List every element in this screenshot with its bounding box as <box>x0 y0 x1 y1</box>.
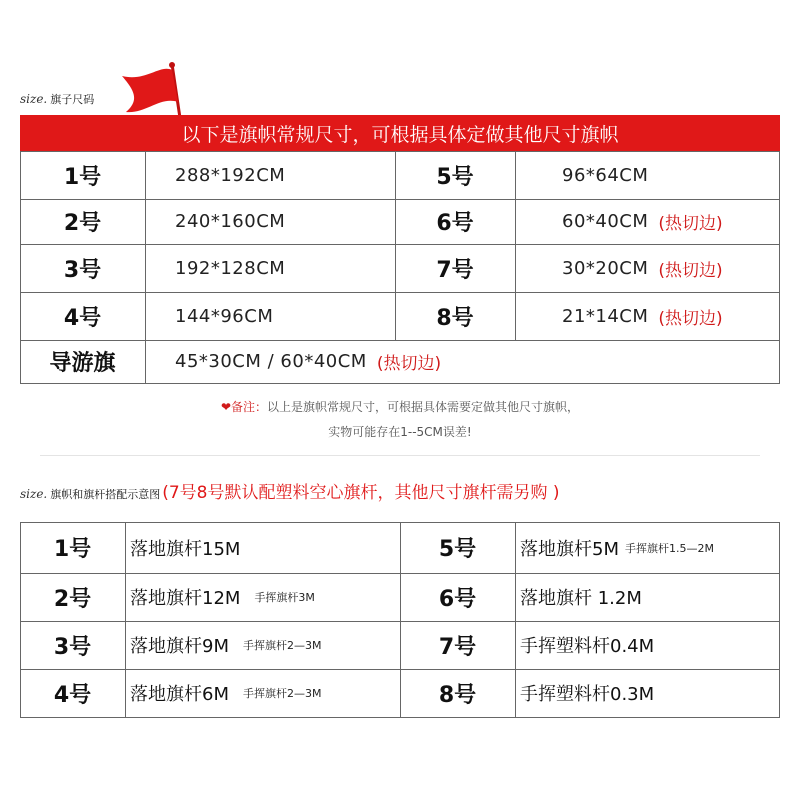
size-number: 8号 <box>436 305 474 331</box>
size-number: 6号 <box>436 211 474 236</box>
pole-hand: 手挥旗杆2—3M <box>242 687 322 700</box>
table1-header: 以下是旗帜常规尺寸，可根据具体定做其他尺寸旗帜 <box>20 115 780 151</box>
section-divider <box>40 455 760 456</box>
size-value <box>562 151 648 199</box>
guide-flag-size: 45*30CM / 60*40CM <box>175 351 367 372</box>
size-value: 192*128CM <box>175 257 286 279</box>
remark-line2 <box>0 423 800 440</box>
size-number: 2号 <box>63 211 102 236</box>
remark-text-1: 以上是旗帜常规尺寸，可根据具体需要定做其他尺寸旗帜， <box>267 400 580 414</box>
size-value <box>562 292 723 340</box>
pole-hand: 手挥旗杆1.5—2M <box>624 541 714 555</box>
pole-hand: 手挥旗杆2—3M <box>242 639 322 652</box>
pole-spec <box>520 522 714 573</box>
size-value <box>562 199 723 244</box>
pole-main: 落地旗杆12M <box>130 588 241 609</box>
section2-title <box>20 478 560 503</box>
section1-title <box>20 91 94 107</box>
hot-cut-note: (热切边) <box>658 260 723 281</box>
section2-title-cn: 旗帜和旗杆搭配示意图 <box>50 488 161 501</box>
size-number: 7号 <box>438 634 477 660</box>
pole-main: 手挥塑料杆0.4M <box>520 636 655 657</box>
size-value: 144*96CM <box>175 305 274 327</box>
pole-hand: 手挥旗杆3M <box>254 591 315 604</box>
pole-spec <box>520 573 642 621</box>
size-number: 7号 <box>436 257 474 283</box>
pole-spec <box>130 573 315 621</box>
size-number: 3号 <box>53 634 92 660</box>
pole-spec <box>520 621 654 669</box>
pole-spec <box>130 621 321 669</box>
size-number: 4号 <box>53 682 92 708</box>
size-value <box>562 244 723 292</box>
size-number: 5号 <box>436 164 474 190</box>
remark-line1 <box>0 398 800 415</box>
size-number: 1号 <box>53 537 92 562</box>
size-number: 6号 <box>438 586 477 612</box>
heart-icon: ❤ <box>220 400 232 414</box>
pole-main: 落地旗杆 1.2M <box>520 588 642 609</box>
size-number: 4号 <box>63 305 102 331</box>
pole-main: 手挥塑料杆0.3M <box>520 684 655 705</box>
pole-spec <box>130 669 321 717</box>
size-value-text: 30*20CM <box>562 257 649 279</box>
hot-cut-note: (热切边) <box>376 354 442 374</box>
size-number: 5号 <box>438 537 477 562</box>
size-value: 240*160CM <box>175 211 286 232</box>
pole-main: 落地旗杆15M <box>130 538 241 560</box>
hot-cut-note: (热切边) <box>658 214 723 234</box>
hot-cut-note: (热切边) <box>658 308 723 329</box>
size-number: 8号 <box>438 682 477 708</box>
pole-spec <box>130 522 240 573</box>
pole-main: 落地旗杆6M <box>130 684 229 705</box>
size-number: 2号 <box>53 586 92 612</box>
section1-title-en: size. <box>20 92 48 106</box>
pole-spec <box>520 669 654 717</box>
guide-flag-label: 导游旗 <box>49 351 116 376</box>
size-value: 288*192CM <box>175 164 286 186</box>
pole-main: 落地旗杆5M <box>520 538 619 560</box>
remark-label: 备注： <box>231 400 268 414</box>
remark-text-2: 实物可能存在1--5CM误差! <box>328 425 472 439</box>
size-value-text: 96*64CM <box>562 164 649 186</box>
guide-flag-value <box>175 340 441 383</box>
size-number: 3号 <box>63 257 102 283</box>
section1-title-cn: 旗子尺码 <box>50 93 95 106</box>
pole-main: 落地旗杆9M <box>130 636 229 657</box>
size-value-text: 60*40CM <box>562 211 649 232</box>
section2-title-en: size. <box>20 487 48 501</box>
section2-note: (7号8号默认配塑料空心旗杆，其他尺寸旗杆需另购 ) <box>162 483 560 503</box>
size-number: 1号 <box>63 164 102 190</box>
size-value-text: 21*14CM <box>562 305 649 327</box>
red-flag-icon <box>120 60 200 120</box>
